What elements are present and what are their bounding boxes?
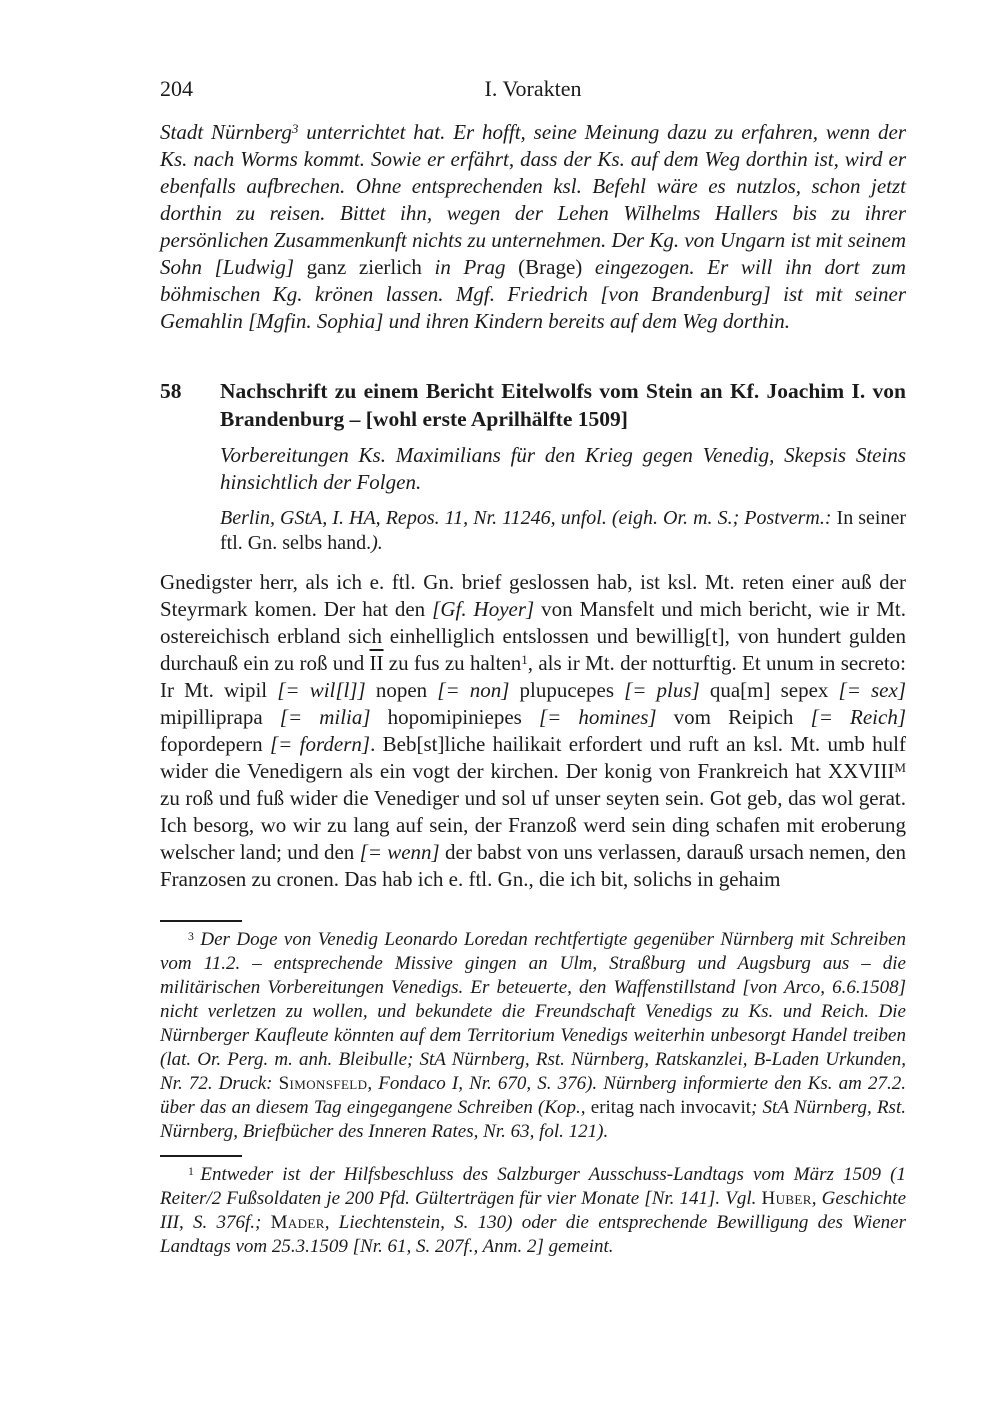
regest-continuation-paragraph: Stadt Nürnberg$^3$ unterrichtet hat. Er hofft, seine Meinung dazu zu erfahren, wenn der Ks. nach Worms kommt. Sowie er erfährt, dass der Ks. auf dem Weg dorthin ist, wird er ebenfalls aufbrechen. Ohne entsprechenden ksl. Befehl wäre es nutzlos, schon jetzt dorthin zu reisen. Bittet ihn, wegen der Lehen Wilhelms Hallers bis zu ihrer persönlichen Zusammenkunft nichts zu unternehmen. Der Kg. von Ungarn ist mit seinem Sohn [Ludwig] ganz zierlich in Prag (Brage) eingezogen. Er will ihn dort zum böhmischen Kg. krönen lassen. Mgf. Friedrich [von Brandenburg] ist mit seiner Gemahlin [Mgfin. Sophia] und ihren Kindern bereits auf dem Weg dorthin.: [160, 120, 907, 333]
entry-summary: Vorbereitungen Ks. Maximilians für den Krieg gegen Venedig, Skepsis Steins hinsichtlich der Folgen.: [220, 443, 906, 494]
footnote-3: $^3$ Der Doge von Venedig Leonardo Loredan rechtfertigte gegenüber Nürnberg mit Schreiben vom 11.2. – entsprechende Missive gingen an Ulm, Straßburg und Augsburg aus – die militärischen Vorbereitungen Venedigs. Er beteuerte, den Waffenstillstand [von Arco, 6.6.1508] nicht verletzen zu wollen, und bekundete die Freundschaft Venedigs zu Ks. und Reich. Die Nürnberger Kaufleute könnten auf dem Territorium Venedigs weiterhin unbesorgt Handel treiben (lat. Or. Perg. m. anh. Bleibulle; StA Nürnberg, Rst. Nürnberg, Ratskanzlei, B-Laden Urkunden, Nr. 72. Druck: Simonsfeld, Fondaco I, Nr. 670, S. 376). Nürnberg informierte den Ks. am 27.2. über das an diesem Tag eingegangene Schreiben (Kop., eritag nach invocavit; StA Nürnberg, Rst. Nürnberg, Briefbücher des Inneren Rates, Nr. 63, fol. 121).: [160, 929, 906, 1142]
footnote-separator-rule: [160, 1155, 242, 1157]
entry-number: 58: [160, 379, 182, 403]
page-number: 204: [160, 76, 193, 101]
entry-title: Nachschrift zu einem Bericht Eitelwolfs vom Stein an Kf. Joachim I. von Brandenburg – [wohl erste Aprilhälfte 1509]: [220, 379, 906, 431]
page-header: [160, 76, 906, 104]
footnote-1: $^1$ Entweder ist der Hilfsbeschluss des Salzburger Ausschuss-Landtags vom März 1509 (1 Reiter/2 Fußsoldaten je 200 Pfd. Gülterträgen für vier Monate [Nr. 141]. Vgl. Huber, Geschichte III, S. 376f.; Mader, Liechtenstein, S. 130) oder die entsprechende Bewilligung des Wiener Landtags vom 25.3.1509 [Nr. 61, S. 207f., Anm. 2] gemeint.: [160, 1164, 907, 1257]
transcription-body: Gnedigster herr, als ich e. ftl. Gn. brief geslossen hab, ist ksl. Mt. reten einer auß der Steyrmark komen. Der hat den [Gf. Hoyer] von Mansfelt und mich bericht, wie ir Mt. ostereichisch erbland sich einhelliglich entslossen und bewillig[t], von hundert gulden durchauß ein zu roß und $\overline{II}$ zu fus zu halten$^1$, als ir Mt. der notturftig. Et unum in secreto: Ir Mt. wipil [= wil[l]] nopen [= non] plupucepes [= plus] qua[m] sepex [= sex] mipilliprapa [= milia] hopomipiniepes [= homines] vom Reipich [= Reich] fopordepern [= fordern]. Beb[st]liche hailikait erfordert und ruft an ksl. Mt. umb hulf wider die Venedigern als ein vogt der kirchen. Der konig von Frankreich hat $XXVIII^M$ zu roß und fuß wider die Venediger und sol uf unser seyten sein. Got geb, das wol gerat. Ich besorg, wo wir zu lang auf sein, der Franzoß werd sein ding schafen mit eroberung welscher land; und den [= wenn] der babst von uns verlassen, darauß ursach nemen, den Franzosen zu cronen. Das hab ich e. ftl. Gn., die ich bit, solichs in gehaim: [160, 570, 907, 891]
entry-heading: [160, 377, 906, 433]
footnote-separator-rule: [160, 920, 242, 922]
footnote-area: [160, 920, 906, 1259]
archive-reference: Berlin, GStA, I. HA, Repos. 11, Nr. 11246, unfol. (eigh. Or. m. S.; Postverm.: In seiner ftl. Gn. selbs hand.).: [220, 507, 906, 554]
running-title: I. Vorakten: [484, 76, 582, 101]
